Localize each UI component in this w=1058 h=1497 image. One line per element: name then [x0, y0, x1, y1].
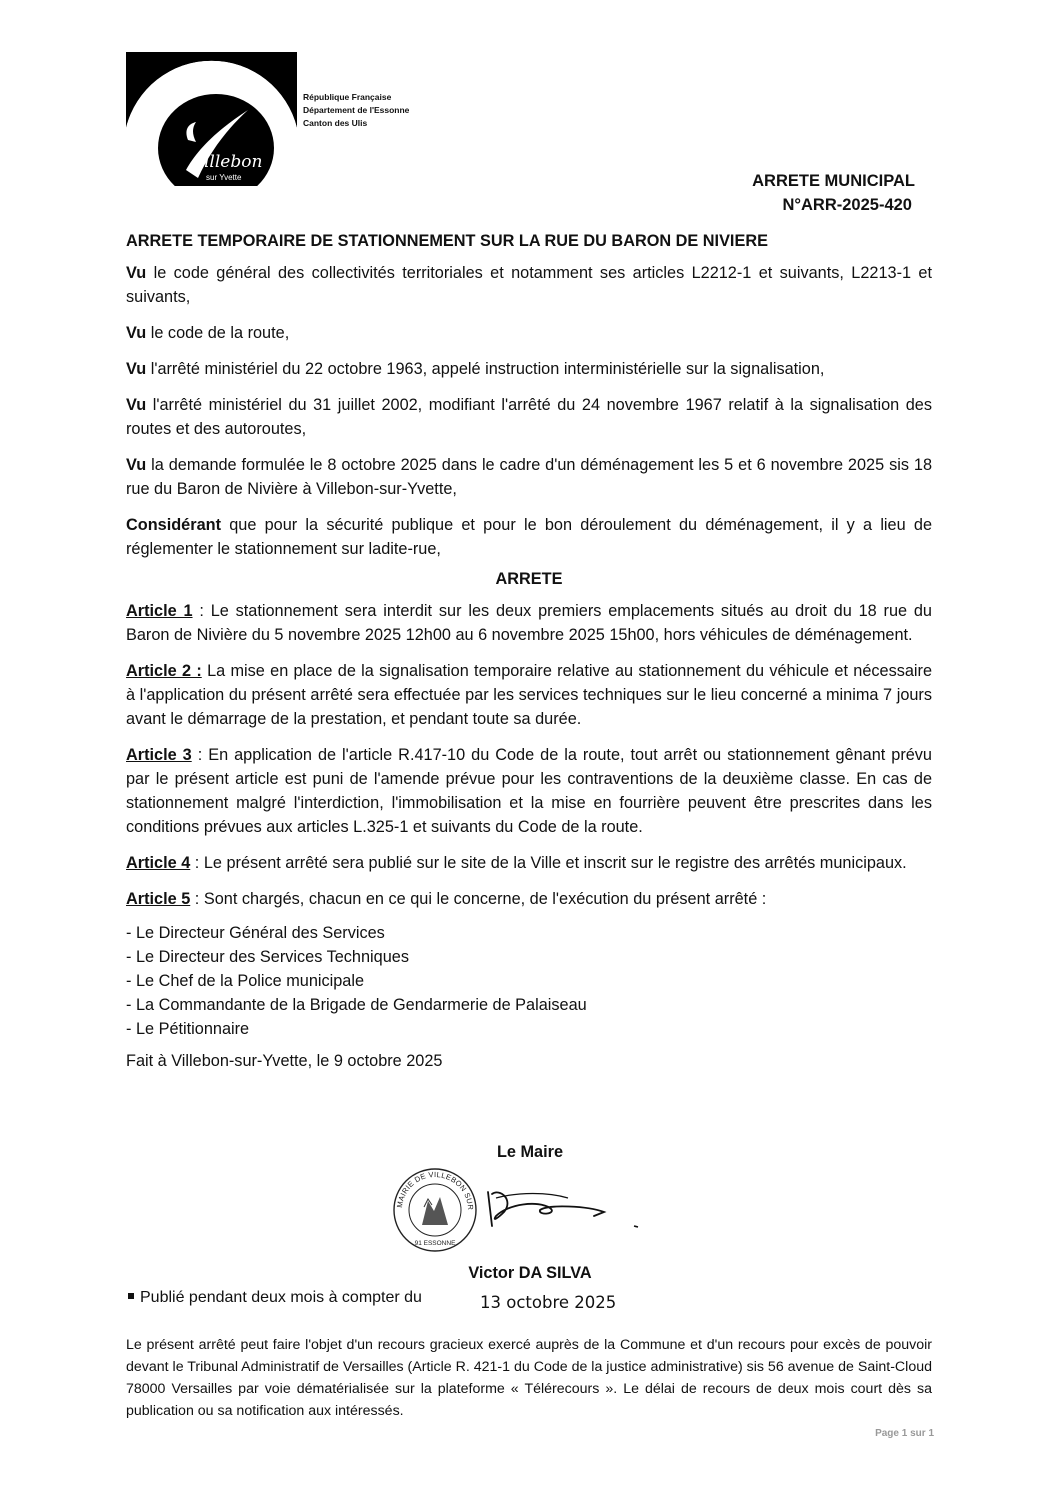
article-5: Article 5 : Sont chargés, chacun en ce qui le concerne, de l'exécution du présent arrêté : — [126, 890, 767, 908]
recours-notice: Le présent arrêté peut faire l'objet d'un recours gracieux exercé auprès de la Commune et d'un recours pour excès de pouvoir devant le Tribunal Administratif de Versailles (Article R. 421-1 du Code de la justice administrative) sis 56 avenue de Saint-Cloud 78000 Versailles par voie dématérialisée sur la plateforme « Télérecours ». Le délai de recours de deux mois court dès sa publication ou sa notification aux intéressés. — [126, 1337, 932, 1419]
list-item: - Le Chef de la Police municipale — [126, 969, 932, 993]
signer-role: Le Maire — [496, 1143, 564, 1161]
vu-paragraph: Vu l'arrêté ministériel du 31 juillet 2002, modifiant l'arrêté du 24 novembre 1967 relatif à la signalisation des routes et des autoroutes, — [126, 396, 932, 438]
svg-text:sur Yvette: sur Yvette — [206, 173, 242, 182]
svg-text:91 ESSONNE: 91 ESSONNE — [414, 1240, 456, 1247]
vu-paragraph: Vu le code de la route, — [126, 324, 290, 342]
article-1: Article 1 : Le stationnement sera interdit sur les deux premiers emplacements situés au droit du 18 rue du Baron de Nivière du 5 novembre 2025 12h00 au 6 novembre 2025 15h00, hors véhicules de déménagement. — [126, 602, 932, 644]
vu-paragraph: Vu le code général des collectivités territoriales et notamment ses articles L2212-1 et suivants, L2213-1 et suivants, — [126, 264, 932, 306]
villebon-logo — [126, 52, 297, 186]
publication-date: 13 octobre 2025 — [480, 1293, 617, 1312]
vu-paragraph: Vu l'arrêté ministériel du 22 octobre 1963, appelé instruction interministérielle sur la signalisation, — [126, 360, 825, 378]
list-item: - Le Pétitionnaire — [126, 1017, 932, 1041]
header-line: Canton des Ulis — [303, 118, 368, 128]
bullet-square-icon — [128, 1293, 134, 1299]
arrete-number: N°ARR-2025-420 — [782, 196, 912, 214]
publication-line — [128, 1289, 422, 1307]
header-line: République Française — [303, 92, 392, 102]
arrete-heading: ARRETE — [495, 570, 563, 588]
document-title: ARRETE TEMPORAIRE DE STATIONNEMENT SUR LA RUE DU BARON DE NIVIERE — [126, 232, 768, 250]
list-item: - Le Directeur des Services Techniques — [126, 945, 932, 969]
header-line: Département de l'Essonne — [303, 105, 410, 115]
header-lines — [303, 91, 409, 130]
article-2: Article 2 : La mise en place de la signalisation temporaire relative au stationnement du véhicule et nécessaire à l'application du présent arrêté sera effectuée par les services techniques sur le lieu concerné a minima 7 jours avant le démarrage de la prestation, et pendant toute sa durée. — [126, 662, 933, 728]
considerant-paragraph: Considérant que pour la sécurité publique et pour le bon déroulement du déménagement, il y a lieu de réglementer le stationnement sur ladite-rue, — [126, 516, 932, 558]
arrete-label: ARRETE MUNICIPAL — [752, 172, 915, 190]
mayor-signature — [478, 1186, 648, 1236]
article-4: Article 4 : Le présent arrêté sera publié sur le site de la Ville et inscrit sur le registre des arrêtés municipaux. — [126, 854, 907, 872]
charges-list — [126, 921, 932, 1041]
signer-name: Victor DA SILVA — [468, 1264, 592, 1282]
arrete-number-block — [690, 169, 915, 217]
publication-label: Publié pendant deux mois à compter du — [140, 1289, 422, 1306]
page-number: Page 1 sur 1 — [875, 1428, 934, 1439]
svg-text:illebon: illebon — [204, 152, 263, 172]
mairie-seal — [392, 1167, 478, 1253]
svg-text:MAIRIE DE VILLEBON SUR YVETTE: MAIRIE DE VILLEBON SUR — [394, 1169, 476, 1211]
list-item: - La Commandante de la Brigade de Gendarmerie de Palaiseau — [126, 993, 932, 1017]
fait-line: Fait à Villebon-sur-Yvette, le 9 octobre 2025 — [126, 1052, 443, 1070]
list-item: - Le Directeur Général des Services — [126, 921, 932, 945]
document-body — [126, 229, 932, 1085]
article-3: Article 3 : En application de l'article R.417-10 du Code de la route, tout arrêt ou stationnement gênant prévu par le présent article est puni de l'amende prévue pour les contraventions de la deuxième classe. En cas de stationnement malgré l'interdiction, l'immobilisation et la mise en fourrière peuvent être prescrites dans les conditions prévues aux articles L.325-1 et suivants du Code de la route. — [126, 746, 932, 836]
vu-paragraph: Vu la demande formulée le 8 octobre 2025 dans le cadre d'un déménagement les 5 et 6 novembre 2025 sis 18 rue du Baron de Nivière à Villebon-sur-Yvette, — [126, 456, 932, 498]
